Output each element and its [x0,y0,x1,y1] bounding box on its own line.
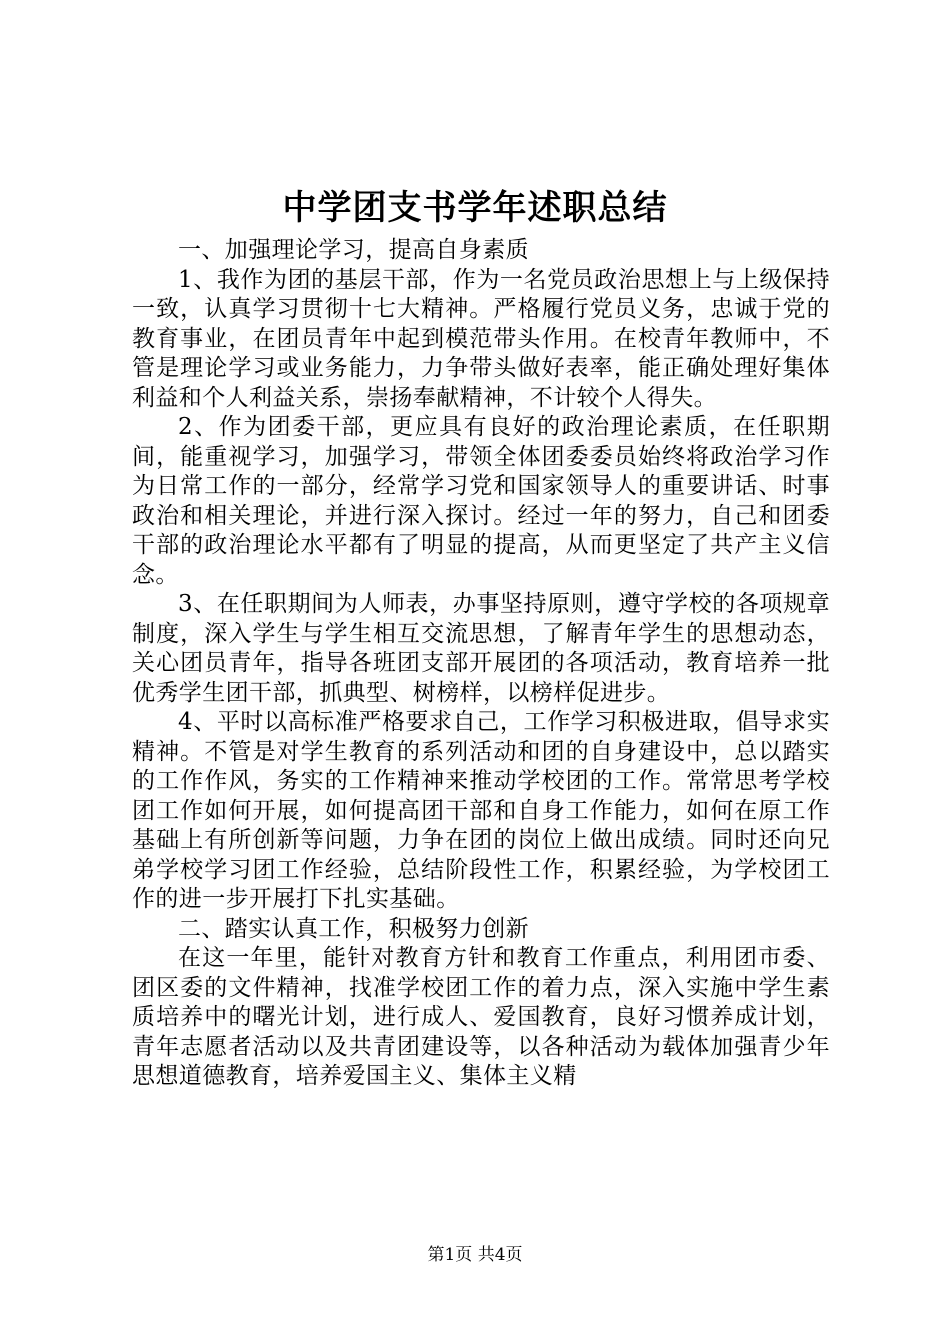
document-title: 中学团支书学年述职总结 [282,188,668,228]
page-number: 第1页 共4页 [427,1245,523,1265]
body-paragraph: 2、作为团委干部，更应具有良好的政治理论素质，在任职期间，能重视学习，加强学习，带领全体团委委员始终将政治学习作为日常工作的一部分，经常学习党和国家领导人的重要讲话、时事政治和相关理论，并进行深入探讨。经过一年的努力，自己和团委干部的政治理论水平都有了明显的提高，从而更坚定了共产主义信念。 [132,414,830,588]
body-paragraph: 4、平时以高标准严格要求自己，工作学习积极进取，倡导求实精神。不管是对学生教育的系列活动和团的自身建设中，总以踏实的工作作风，务实的工作精神来推动学校团的工作。常常思考学校团工作如何开展，如何提高团干部和自身工作能力，如何在原工作基础上有所创新等问题，力争在团的岗位上做出成绩。同时还向兄弟学校学习团工作经验，总结阶段性工作，积累经验，为学校团工作的进一步开展打下扎实基础。 [132,709,830,912]
body-paragraph: 在这一年里，能针对教育方针和教育工作重点，利用团市委、团区委的文件精神，找准学校团工作的着力点，深入实施中学生素质培养中的曙光计划，进行成人、爱国教育，良好习惯养成计划，青年志愿者活动以及共青团建设等，以各种活动为载体加强青少年思想道德教育，培养爱国主义、集体主义精 [132,945,830,1089]
body-paragraph: 1、我作为团的基层干部，作为一名党员政治思想上与上级保持一致，认真学习贯彻十七大精神。严格履行党员义务，忠诚于党的教育事业，在团员青年中起到模范带头作用。在校青年教师中，不管是理论学习或业务能力，力争带头做好表率，能正确处理好集体利益和个人利益关系，崇扬奉献精神，不计较个人得失。 [132,266,830,411]
body-paragraph: 3、在任职期间为人师表，办事坚持原则，遵守学校的各项规章制度，深入学生与学生相互交流思想，了解青年学生的思想动态，关心团员青年，指导各班团支部开展团的各项活动，教育培养一批优秀学生团干部，抓典型、树榜样，以榜样促进步。 [132,591,830,706]
section-heading: 一、加强理论学习，提高自身素质 [178,237,529,263]
document-body [132,236,830,1092]
section-heading: 二、踏实认真工作，积极努力创新 [178,915,529,942]
